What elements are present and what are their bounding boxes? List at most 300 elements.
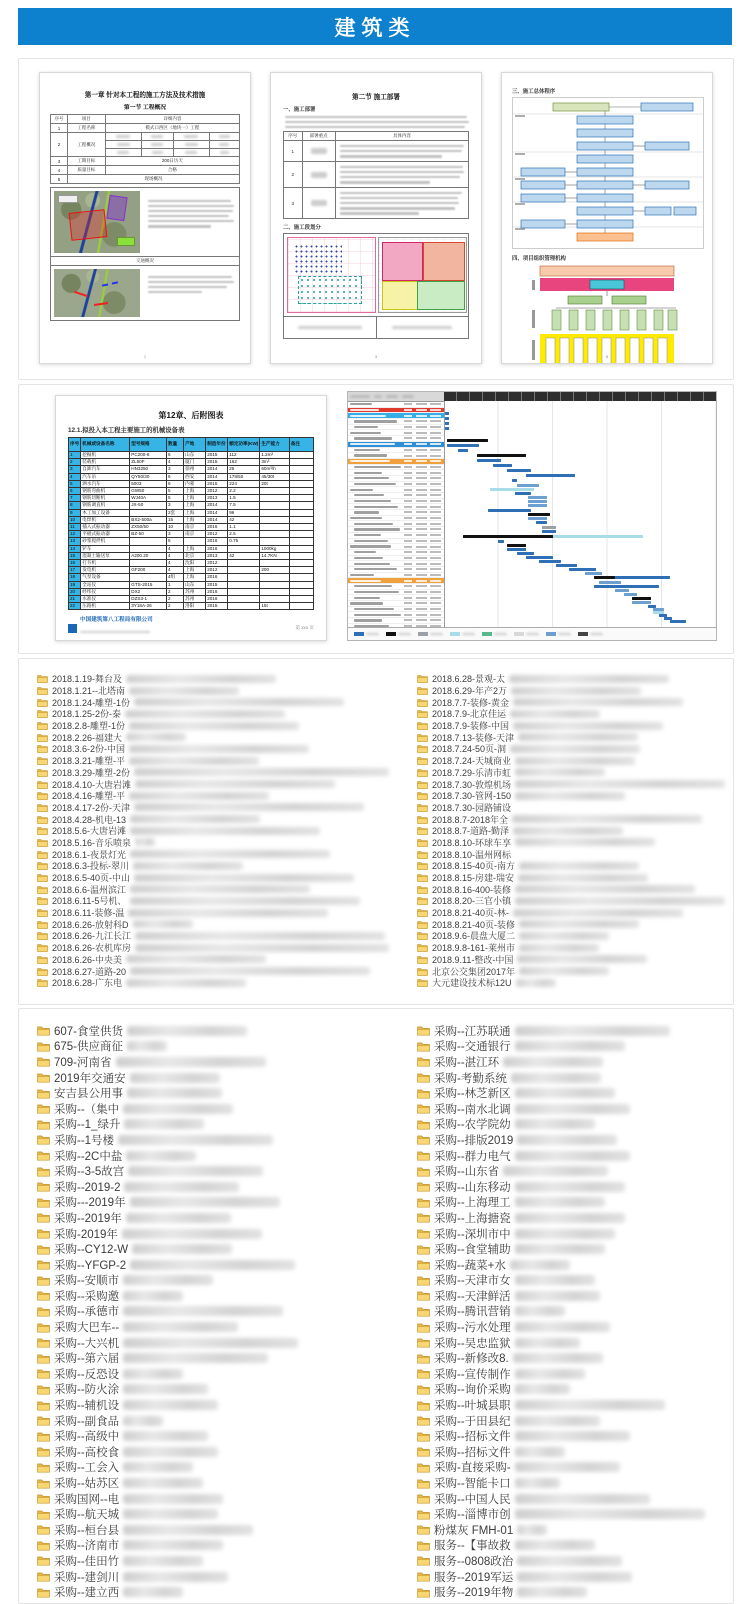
folder-item[interactable] bbox=[37, 1148, 389, 1164]
equipment-row: 4 汽车吊 QY50/30 6 西安 2014 178/50 45/30t bbox=[69, 473, 314, 480]
folder-item[interactable] bbox=[417, 1397, 727, 1413]
folder-item[interactable] bbox=[417, 860, 727, 872]
folder-item[interactable] bbox=[417, 720, 727, 732]
folder-item[interactable] bbox=[37, 743, 389, 755]
folder-item[interactable] bbox=[417, 1195, 727, 1211]
folder-item[interactable] bbox=[37, 1413, 389, 1429]
folder-item[interactable] bbox=[417, 743, 727, 755]
folder-item[interactable] bbox=[37, 1335, 389, 1351]
folder-icon bbox=[37, 1337, 50, 1348]
redacted-file-name bbox=[517, 1587, 587, 1597]
folder-item[interactable] bbox=[417, 1179, 727, 1195]
redacted-file-name bbox=[513, 827, 623, 835]
folder-item[interactable] bbox=[37, 954, 389, 966]
folder-item[interactable] bbox=[417, 1023, 727, 1039]
doc4-title: 第12章、后附图表 bbox=[158, 411, 224, 420]
folder-icon bbox=[417, 709, 428, 718]
folder-item[interactable] bbox=[417, 708, 727, 720]
folder-icon bbox=[37, 1571, 50, 1582]
folder-item[interactable] bbox=[417, 1491, 727, 1507]
doc2-deploy-table: 序号 部署重点 具体内容 1 2 3 bbox=[283, 131, 469, 219]
folder-item[interactable] bbox=[417, 767, 727, 779]
equipment-row: 22 压路机 3Y18A-26 2 洛阳 2015 15t bbox=[69, 603, 314, 610]
file-name: 2018.7.29-乐清市虹 bbox=[432, 767, 512, 778]
cell: 详细内容 bbox=[105, 115, 239, 124]
page-number: 8 bbox=[605, 354, 609, 359]
file-name: 采购--CY12-W bbox=[54, 1244, 129, 1257]
folder-item[interactable] bbox=[417, 778, 727, 790]
folder-item[interactable] bbox=[37, 1101, 389, 1117]
folder-item[interactable] bbox=[417, 1117, 727, 1133]
cell: 合格 bbox=[105, 166, 239, 175]
file-name: 服务--2019年物 bbox=[434, 1587, 514, 1600]
folder-item[interactable] bbox=[37, 1070, 389, 1086]
folder-item[interactable] bbox=[417, 1273, 727, 1289]
folder-item[interactable] bbox=[417, 1366, 727, 1382]
folder-item[interactable] bbox=[37, 1491, 389, 1507]
folder-item[interactable] bbox=[37, 907, 389, 919]
folder-item[interactable] bbox=[417, 837, 727, 849]
folder-item[interactable] bbox=[37, 673, 389, 685]
folder-item[interactable] bbox=[37, 1475, 389, 1491]
folder-icon bbox=[417, 1244, 430, 1255]
folder-item[interactable] bbox=[37, 1460, 389, 1476]
file-name: 采购--新修改8. bbox=[434, 1353, 509, 1366]
gantt-bar bbox=[542, 526, 556, 529]
equipment-row: 16 打夯机 4 沈阳 2012 bbox=[69, 560, 314, 567]
folder-item[interactable] bbox=[37, 685, 389, 697]
folder-icon bbox=[417, 1509, 430, 1520]
folder-icon bbox=[37, 744, 48, 753]
folder-item[interactable] bbox=[417, 685, 727, 697]
folder-item[interactable] bbox=[417, 1304, 727, 1320]
redacted-file-name bbox=[519, 862, 639, 870]
folder-item[interactable] bbox=[37, 708, 389, 720]
gantt-bar bbox=[526, 556, 553, 559]
doc3-heading2: 四、项目组织管理机构 bbox=[512, 256, 566, 262]
folder-item[interactable] bbox=[37, 1428, 389, 1444]
folder-item[interactable] bbox=[417, 825, 727, 837]
folder-item[interactable] bbox=[417, 1288, 727, 1304]
cell: 部署重点 bbox=[302, 132, 335, 141]
folder-item[interactable] bbox=[37, 696, 389, 708]
folder-icon bbox=[417, 1555, 430, 1566]
folder-item[interactable] bbox=[417, 1413, 727, 1429]
folder-item[interactable] bbox=[37, 1085, 389, 1101]
folder-item[interactable] bbox=[37, 1257, 389, 1273]
equipment-row: 2 装载机 ZL50F 4 厦门 2015 162 3m³ bbox=[69, 459, 314, 466]
folder-icon bbox=[37, 978, 48, 987]
folder-item[interactable] bbox=[37, 1366, 389, 1382]
legend-item bbox=[450, 632, 475, 636]
file-name: 2018.9.11-整改-中国 bbox=[432, 954, 514, 965]
redacted-file-name bbox=[123, 1540, 223, 1550]
folder-item[interactable] bbox=[37, 1350, 389, 1366]
folder-item[interactable] bbox=[417, 1538, 727, 1554]
file-name: 2018.7.30-管网-150 bbox=[432, 791, 512, 802]
gantt-panel-header bbox=[348, 392, 444, 402]
file-name: 采购--建剑川 bbox=[54, 1571, 120, 1584]
file-name: 采购--排版2019 bbox=[434, 1134, 514, 1147]
folder-item[interactable] bbox=[417, 1163, 727, 1179]
folder-item[interactable] bbox=[37, 1522, 389, 1538]
col-header: 额定功率(KW) bbox=[228, 438, 260, 452]
folder-item[interactable] bbox=[37, 1226, 389, 1242]
folder-icon bbox=[37, 1025, 50, 1036]
redacted-file-name bbox=[123, 1353, 268, 1363]
file-name: 2018.6.29-年产2万 bbox=[432, 686, 508, 697]
doc1-overview-table: 序号 项目 详细内容 1 工程名称 模式口西区（地块一）工程 2 工程概况 3 工期目标 200日历天 4 质量目标 合格 5 现场概况 bbox=[50, 114, 240, 184]
folder-item[interactable] bbox=[37, 1584, 389, 1600]
folder-item[interactable] bbox=[37, 860, 389, 872]
redacted-file-name bbox=[130, 1260, 295, 1270]
folder-item[interactable] bbox=[37, 1210, 389, 1226]
table-gantt-card bbox=[18, 384, 734, 654]
file-name: 采购--高级中 bbox=[54, 1431, 120, 1444]
folder-icon bbox=[37, 1462, 50, 1473]
doc-page-flowchart bbox=[501, 72, 713, 364]
file-name: 采购-2019年 bbox=[54, 1228, 118, 1241]
file-name: 2019年交通安 bbox=[54, 1072, 126, 1085]
folder-item[interactable] bbox=[417, 918, 727, 930]
folder-item[interactable] bbox=[37, 720, 389, 732]
equipment-row: 5 洒水汽车 5003 6 内蒙 2015 224 20t bbox=[69, 480, 314, 487]
file-name: 采购国网--电 bbox=[54, 1493, 120, 1506]
folder-item[interactable] bbox=[417, 731, 727, 743]
gantt-bar bbox=[632, 597, 651, 600]
folder-item[interactable] bbox=[417, 1460, 727, 1476]
gantt-bar bbox=[507, 469, 531, 472]
folder-icon bbox=[37, 686, 48, 695]
folder-item[interactable] bbox=[37, 1241, 389, 1257]
gantt-bar bbox=[594, 585, 659, 588]
file-name: 2018.8.16-400-装修 bbox=[432, 884, 512, 895]
folder-item[interactable] bbox=[417, 813, 727, 825]
folder-item[interactable] bbox=[417, 1428, 727, 1444]
redacted-file-name bbox=[128, 1166, 263, 1176]
folder-item[interactable] bbox=[417, 1444, 727, 1460]
file-name: 采购--污水处理 bbox=[434, 1322, 511, 1335]
folder-item[interactable] bbox=[37, 825, 389, 837]
gantt-bar bbox=[594, 576, 616, 579]
folder-item[interactable] bbox=[417, 1054, 727, 1070]
folder-item[interactable] bbox=[37, 918, 389, 930]
col-header: 制造年份 bbox=[206, 438, 228, 452]
legend-item bbox=[514, 632, 539, 636]
redacted-file-name bbox=[128, 909, 328, 917]
gantt-bar bbox=[477, 459, 501, 462]
folder-icon bbox=[37, 920, 48, 929]
folder-icon bbox=[37, 1119, 50, 1130]
folder-item[interactable] bbox=[417, 872, 727, 884]
redacted-file-name bbox=[123, 1104, 233, 1114]
folder-item[interactable] bbox=[417, 1101, 727, 1117]
folder-item[interactable] bbox=[417, 1569, 727, 1585]
folder-item[interactable] bbox=[37, 1444, 389, 1460]
redacted-file-name bbox=[513, 698, 683, 706]
redacted-file-name bbox=[123, 1322, 238, 1332]
gantt-bar bbox=[490, 488, 534, 491]
redacted-file-name bbox=[515, 792, 625, 800]
folder-item[interactable] bbox=[37, 1273, 389, 1289]
folder-item[interactable] bbox=[417, 1350, 727, 1366]
folder-icon bbox=[37, 1041, 50, 1052]
file-name: 2018.8.20-三官小镇 bbox=[432, 896, 512, 907]
folder-item[interactable] bbox=[37, 731, 389, 743]
file-name: 2018.1.24-雕塑-1份 bbox=[52, 697, 131, 708]
redacted-file-name bbox=[518, 874, 648, 882]
folder-item[interactable] bbox=[417, 1226, 727, 1242]
folder-icon bbox=[417, 1119, 430, 1130]
folder-icon bbox=[37, 1478, 50, 1489]
gantt-bar bbox=[515, 492, 531, 495]
file-name: 采购--淄博市创 bbox=[434, 1509, 511, 1522]
doc2-paragraph bbox=[283, 116, 469, 129]
folder-icon bbox=[37, 791, 48, 800]
redacted-file-name bbox=[515, 1494, 650, 1504]
folder-item[interactable] bbox=[417, 1241, 727, 1257]
gantt-bar bbox=[488, 509, 532, 512]
file-name: 采购--群力电气 bbox=[434, 1150, 511, 1163]
file-name: 2018.4.16-雕塑-平 bbox=[52, 791, 126, 802]
folder-item[interactable] bbox=[37, 872, 389, 884]
folder-item[interactable] bbox=[417, 673, 727, 685]
folder-item[interactable] bbox=[417, 1132, 727, 1148]
folder-item[interactable] bbox=[37, 965, 389, 977]
folder-icon bbox=[37, 815, 48, 824]
redacted-file-name bbox=[123, 1494, 223, 1504]
folder-item[interactable] bbox=[37, 1538, 389, 1554]
gantt-bar bbox=[477, 454, 526, 457]
folder-item[interactable] bbox=[417, 977, 727, 989]
folder-item[interactable] bbox=[417, 1475, 727, 1491]
redacted-file-name bbox=[135, 944, 389, 952]
folder-item[interactable] bbox=[37, 1288, 389, 1304]
cell: 质量目标 bbox=[68, 166, 106, 175]
redacted-file-name bbox=[129, 792, 269, 800]
redacted-file-name bbox=[129, 757, 259, 765]
folder-item[interactable] bbox=[417, 1506, 727, 1522]
folder-icon bbox=[37, 1259, 50, 1270]
file-name: 2018.8.21-40页-林- bbox=[432, 908, 510, 919]
file-name: 2018.6.26-中央美 bbox=[52, 954, 123, 965]
folder-item[interactable] bbox=[37, 1319, 389, 1335]
folder-item[interactable] bbox=[37, 1569, 389, 1585]
folder-item[interactable] bbox=[37, 1179, 389, 1195]
redacted-file-name bbox=[515, 1229, 615, 1239]
cell: 具体内容 bbox=[335, 132, 468, 141]
folder-item[interactable] bbox=[37, 977, 389, 989]
folder-item[interactable] bbox=[37, 942, 389, 954]
file-name: 2018.1.25-2份-泰 bbox=[52, 709, 122, 720]
folder-icon bbox=[37, 1540, 50, 1551]
folder-icon bbox=[37, 1415, 50, 1426]
file-name: 粉煤灰 FMH-01 bbox=[434, 1524, 514, 1537]
gantt-bar bbox=[445, 412, 449, 415]
folder-icon bbox=[417, 1415, 430, 1426]
folder-item[interactable] bbox=[417, 1584, 727, 1600]
file-name: 采购--于田县纪 bbox=[434, 1415, 511, 1428]
folder-icon bbox=[37, 1244, 50, 1255]
folder-item[interactable] bbox=[37, 1039, 389, 1055]
folder-item[interactable] bbox=[417, 1039, 727, 1055]
folder-item[interactable] bbox=[417, 954, 727, 966]
folder-item[interactable] bbox=[417, 1522, 727, 1538]
file-name: 2018.2.8-雕塑-1份 bbox=[52, 721, 126, 732]
doc-page-overview bbox=[39, 72, 251, 364]
file-name: 采购--上海搪瓷 bbox=[434, 1212, 511, 1225]
gantt-bar bbox=[458, 449, 469, 452]
folder-item[interactable] bbox=[37, 848, 389, 860]
gantt-bar bbox=[528, 517, 547, 520]
gantt-bar bbox=[542, 530, 556, 533]
folder-item[interactable] bbox=[37, 813, 389, 825]
folder-icon bbox=[417, 686, 428, 695]
equipment-row: 19 全站仪 GTS-2015 1 山东 2015 bbox=[69, 581, 314, 588]
folder-item[interactable] bbox=[37, 895, 389, 907]
folder-item[interactable] bbox=[37, 1382, 389, 1398]
folder-item[interactable] bbox=[37, 802, 389, 814]
folder-item[interactable] bbox=[37, 1132, 389, 1148]
org-chart bbox=[512, 264, 702, 364]
file-name: 采购-直接采购- bbox=[434, 1462, 511, 1475]
traffic-description-text bbox=[146, 269, 236, 317]
redacted-file-name bbox=[134, 803, 364, 811]
redacted-file-name bbox=[519, 967, 609, 975]
folder-item[interactable] bbox=[417, 802, 727, 814]
file-name: 采购--桓台县 bbox=[54, 1524, 120, 1537]
folder-item[interactable] bbox=[417, 942, 727, 954]
redacted-file-name bbox=[519, 944, 599, 952]
folder-item[interactable] bbox=[417, 1553, 727, 1569]
folder-item[interactable] bbox=[37, 1506, 389, 1522]
file-name: 采购--蔬菜+水 bbox=[434, 1259, 506, 1272]
folder-item[interactable] bbox=[417, 930, 727, 942]
equipment-row: 21 水准仪 DZS3-1 2 苏州 2016 bbox=[69, 596, 314, 603]
redacted-file-name bbox=[515, 1275, 595, 1285]
folder-icon bbox=[417, 744, 428, 753]
folder-item[interactable] bbox=[417, 1335, 727, 1351]
folder-item[interactable] bbox=[417, 907, 727, 919]
folder-item[interactable] bbox=[37, 1163, 389, 1179]
folder-item[interactable] bbox=[37, 767, 389, 779]
file-name: 2018.8.7-2018年全 bbox=[432, 814, 509, 825]
file-name: 2018.7.9-北京佳运 bbox=[432, 709, 507, 720]
folder-item[interactable] bbox=[417, 965, 727, 977]
folder-item[interactable] bbox=[417, 1210, 727, 1226]
folder-item[interactable] bbox=[417, 696, 727, 708]
redacted-file-name bbox=[123, 1572, 228, 1582]
redacted-file-name bbox=[515, 1431, 630, 1441]
folder-icon bbox=[37, 943, 48, 952]
gantt-bar bbox=[445, 417, 449, 420]
folder-item[interactable] bbox=[37, 883, 389, 895]
redacted-file-name bbox=[510, 745, 640, 753]
folder-item[interactable] bbox=[37, 1195, 389, 1211]
equipment-table bbox=[68, 437, 314, 610]
redacted-file-name bbox=[123, 1416, 163, 1426]
folder-icon bbox=[37, 838, 48, 847]
folder-item[interactable] bbox=[417, 1148, 727, 1164]
file-name: 2018.6.28-景观-太 bbox=[432, 674, 506, 685]
file-name: 2018.7.30-敦煌机场 bbox=[432, 779, 512, 790]
folder-item[interactable] bbox=[417, 895, 727, 907]
folder-column-left bbox=[37, 1023, 389, 1600]
redacted-file-name bbox=[126, 1213, 231, 1223]
redacted-file-name bbox=[503, 1166, 608, 1176]
folder-list-2018 bbox=[18, 658, 734, 1005]
folder-icon bbox=[37, 756, 48, 765]
gantt-task-panel bbox=[348, 392, 445, 627]
redacted-file-name bbox=[130, 815, 260, 823]
file-name: 675-供应商征 bbox=[54, 1041, 124, 1054]
file-name: 采购--2019年 bbox=[54, 1212, 122, 1225]
equipment-row: 20 经纬仪 DX2 2 苏州 2016 bbox=[69, 588, 314, 595]
folder-item[interactable] bbox=[37, 1054, 389, 1070]
folder-item[interactable] bbox=[417, 1070, 727, 1086]
gantt-bar bbox=[517, 552, 533, 555]
folder-item[interactable] bbox=[37, 778, 389, 790]
folder-item[interactable] bbox=[37, 837, 389, 849]
folder-icon bbox=[417, 978, 428, 987]
folder-item[interactable] bbox=[417, 1257, 727, 1273]
redacted-file-name bbox=[130, 850, 330, 858]
redacted-file-name bbox=[515, 1509, 705, 1519]
folder-icon bbox=[417, 1228, 430, 1239]
folder-icon bbox=[37, 674, 48, 683]
cell: 工程名称 bbox=[68, 124, 106, 133]
folder-item[interactable] bbox=[37, 790, 389, 802]
file-name: 采购--采购邀 bbox=[54, 1290, 120, 1303]
folder-item[interactable] bbox=[417, 755, 727, 767]
gantt-bar bbox=[599, 581, 621, 584]
folder-icon bbox=[417, 815, 428, 824]
folder-item[interactable] bbox=[417, 1085, 727, 1101]
folder-item[interactable] bbox=[417, 848, 727, 860]
folder-item[interactable] bbox=[37, 1023, 389, 1039]
redacted-file-name bbox=[519, 932, 609, 940]
redacted-file-name bbox=[519, 920, 639, 928]
redacted-file-name bbox=[515, 1041, 625, 1051]
folder-icon bbox=[417, 1400, 430, 1411]
file-name: 采购--中国人民 bbox=[434, 1493, 511, 1506]
redacted-file-name bbox=[129, 722, 299, 730]
redacted-file-name bbox=[127, 1088, 222, 1098]
file-name: 2018.8.15-房建-瑞安 bbox=[432, 873, 515, 884]
folder-item[interactable] bbox=[417, 883, 727, 895]
redacted-file-name bbox=[518, 733, 638, 741]
gantt-bar bbox=[445, 427, 449, 430]
file-name: 采购--2C中盐 bbox=[54, 1150, 123, 1163]
file-name: 采购--姑苏区 bbox=[54, 1478, 120, 1491]
folder-item[interactable] bbox=[417, 790, 727, 802]
folder-item[interactable] bbox=[37, 1304, 389, 1320]
folder-item[interactable] bbox=[417, 1319, 727, 1335]
file-name: 2018.6.3-投标-翠川 bbox=[52, 861, 130, 872]
folder-icon bbox=[37, 721, 48, 730]
doc1-title: 第一章 针对本工程的施工方法及技术措施 bbox=[84, 92, 206, 99]
folder-item[interactable] bbox=[37, 1397, 389, 1413]
folder-item[interactable] bbox=[37, 1117, 389, 1133]
equipment-row: 14 铲车 4 上海 2016 1000kg bbox=[69, 545, 314, 552]
folder-item[interactable] bbox=[417, 1382, 727, 1398]
redacted-file-name bbox=[515, 1478, 560, 1488]
folder-item[interactable] bbox=[37, 930, 389, 942]
file-name: 采购--叶城县职 bbox=[434, 1400, 511, 1413]
cell: 现场概况 bbox=[68, 175, 240, 184]
folder-item[interactable] bbox=[37, 1553, 389, 1569]
folder-item[interactable] bbox=[37, 755, 389, 767]
